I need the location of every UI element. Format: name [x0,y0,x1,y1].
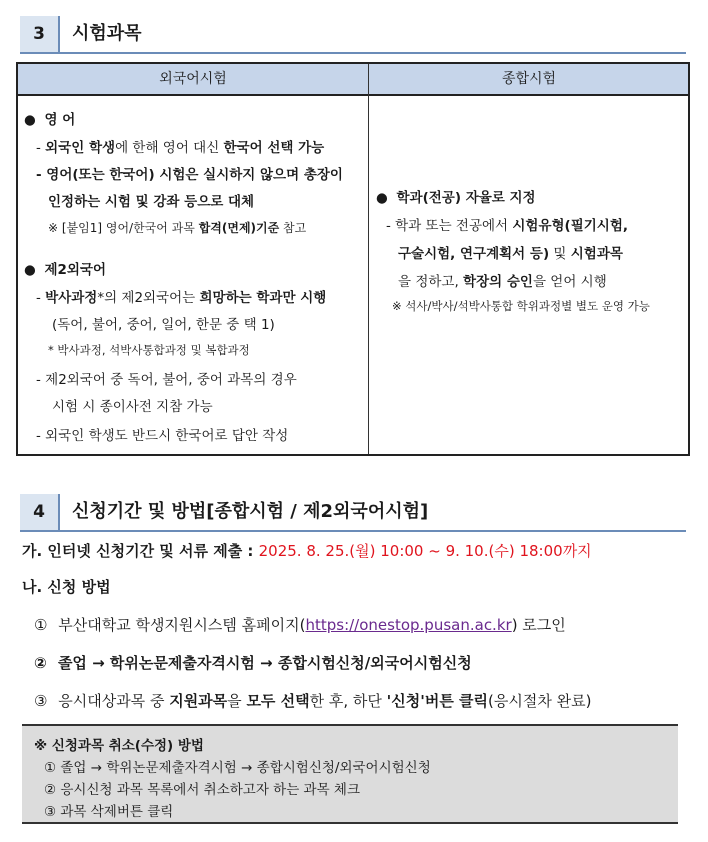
section-4-title: 신청기간 및 방법[종합시험 / 제2외국어시험] [72,501,429,522]
step-3: ③ 응시대상과목 중 지원과목을 모두 선택한 후, 하단 '신청'버튼 클릭(응시절차 완료) [34,692,592,710]
step-2: ② 졸업 → 학위논문제출자격시험 → 종합시험신청/외국어시험신청 [34,654,472,672]
section-3-number: 3 [20,16,60,52]
doctoral-footnote: * 박사과정, 석박사통합과정 및 복합과정 [48,343,250,357]
bullet-icon: ● [24,262,36,278]
section-3-title: 시험과목 [72,23,142,44]
comprehensive-rule-line-2: 구술시험, 연구계획서 등) 및 시험과목 [398,246,623,262]
second-language-rule-2a: - 제2외국어 중 독어, 불어, 중어 과목의 경우 [36,372,297,388]
english-rule-2a: - 영어(또는 한국어) 시험은 실시하지 않으며 총장이 [36,167,343,183]
section-3-header [20,16,686,54]
cancellation-note-box [22,724,678,824]
step-1: ① 부산대학교 학생지원시스템 홈페이지(https://onestop.pusan.ac.kr) 로그인 [34,616,566,634]
bullet-icon: ● [376,190,388,206]
second-language-rule-1: - 박사과정*의 제2외국어는 희망하는 학과만 시행 [36,290,327,306]
comprehensive-rule-line-1: - 학과 또는 전공에서 시험유형(필기시험, [386,218,629,234]
application-period: 2025. 8. 25.(월) 10:00 ~ 9. 10.(수) 18:00까지 [258,542,592,560]
application-method-heading: 나. 신청 방법 [22,578,111,596]
english-rule-2b: 인정하는 시험 및 강좌 등으로 대체 [48,194,255,210]
cancellation-step-2: ② 응시신청 과목 목록에서 취소하고자 하는 과목 체크 [44,782,361,798]
cancellation-step-3: ③ 과목 삭제버튼 클릭 [44,804,174,820]
cancellation-note-title: ※ 신청과목 취소(수정) 방법 [34,738,204,754]
onestop-link[interactable]: https://onestop.pusan.ac.kr [305,616,512,634]
table-header-row [18,64,688,96]
section-4-header [20,494,686,532]
cancellation-step-1: ① 졸업 → 학위논문제출자격시험 → 종합시험신청/외국어시험신청 [44,760,431,776]
comprehensive-heading: ● 학과(전공) 자율로 지정 [376,190,536,206]
application-period-line: 가. 인터넷 신청기간 및 서류 제출 : 2025. 8. 25.(월) 10:00 ~ 9. 10.(수) 18:00까지 [22,542,592,560]
english-rule-1: - 외국인 학생에 한해 영어 대신 한국어 선택 가능 [36,140,325,156]
english-heading: ● 영 어 [24,112,76,128]
second-language-rule-2b: 시험 시 종이사전 지참 가능 [52,399,213,415]
second-language-heading: ● 제2외국어 [24,262,107,278]
foreign-language-exam-header: 외국어시험 [159,71,227,87]
english-rule-3: ※ [붙임1] 영어/한국어 과목 합격(면제)기준 참고 [48,221,307,235]
section-4-number: 4 [20,494,60,530]
second-language-rule-3: - 외국인 학생도 반드시 한국어로 답안 작성 [36,428,289,444]
comprehensive-exam-header: 종합시험 [501,71,557,87]
bullet-icon: ● [24,112,36,128]
comprehensive-rule-line-3: 을 정하고, 학장의 승인을 얻어 시행 [398,274,607,290]
comprehensive-note: ※ 석사/박사/석박사통합 학위과정별 별도 운영 가능 [392,299,650,313]
exam-subject-table [16,62,690,456]
second-language-options: (독어, 불어, 중어, 일어, 한문 중 택 1) [52,317,275,333]
column-divider [368,64,369,454]
